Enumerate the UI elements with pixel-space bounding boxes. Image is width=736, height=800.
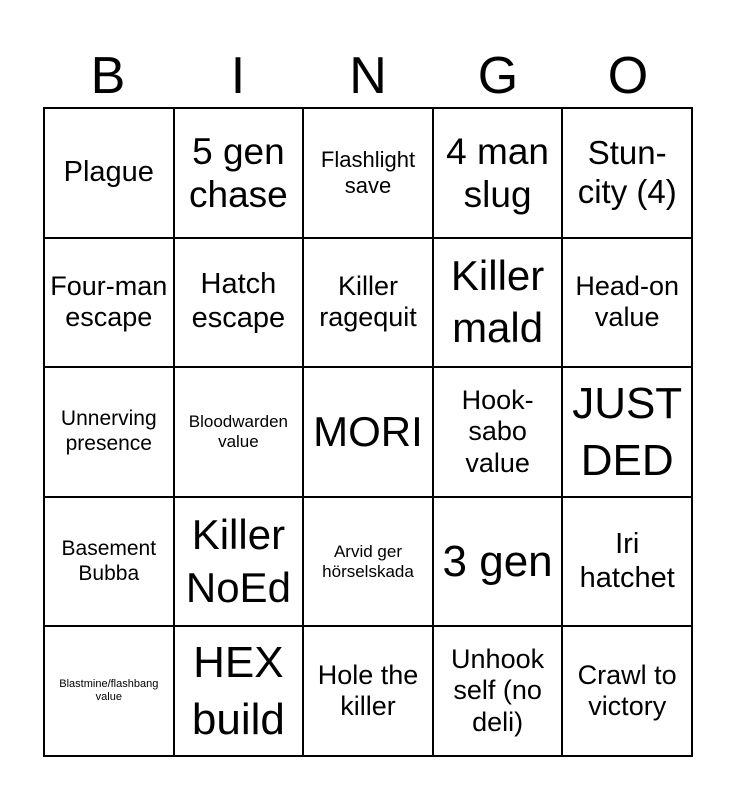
header-letter-g: G — [477, 47, 519, 105]
bingo-cell-r5c5[interactable]: Crawl to victory — [562, 626, 692, 756]
bingo-cell-r5c3[interactable]: Hole the killer — [303, 626, 433, 756]
bingo-header — [43, 44, 693, 108]
bingo-cell-r4c3[interactable]: Arvid ger hörselskada — [303, 497, 433, 627]
header-letter-b: B — [90, 47, 126, 105]
bingo-cell-r3c4[interactable]: Hook-sabo value — [433, 367, 563, 497]
bingo-cell-r1c4[interactable]: 4 man slug — [433, 108, 563, 238]
bingo-cell-r3c5[interactable]: JUST DED — [562, 367, 692, 497]
bingo-cell-r2c3[interactable]: Killer ragequit — [303, 238, 433, 368]
bingo-cell-r4c4[interactable]: 3 gen — [433, 497, 563, 627]
bingo-cell-r5c4[interactable]: Unhook self (no deli) — [433, 626, 563, 756]
header-letter-o: O — [607, 47, 649, 105]
bingo-cell-r1c2[interactable]: 5 gen chase — [174, 108, 304, 238]
bingo-cell-r5c1[interactable]: Blastmine/flashbang value — [44, 626, 174, 756]
bingo-cell-r2c4[interactable]: Killer mald — [433, 238, 563, 368]
bingo-cell-r1c3[interactable]: Flashlight save — [303, 108, 433, 238]
bingo-cell-r2c2[interactable]: Hatch escape — [174, 238, 304, 368]
bingo-cell-r1c1[interactable]: Plague — [44, 108, 174, 238]
header-letter-n: N — [349, 47, 387, 105]
bingo-cell-r1c5[interactable]: Stun-city (4) — [562, 108, 692, 238]
bingo-cell-r4c5[interactable]: Iri hatchet — [562, 497, 692, 627]
bingo-board — [43, 107, 693, 757]
bingo-cell-r3c3[interactable]: MORI — [303, 367, 433, 497]
bingo-cell-r4c2[interactable]: Killer NoEd — [174, 497, 304, 627]
bingo-cell-r2c1[interactable]: Four-man escape — [44, 238, 174, 368]
bingo-cell-r5c2[interactable]: HEX build — [174, 626, 304, 756]
bingo-cell-r4c1[interactable]: Basement Bubba — [44, 497, 174, 627]
bingo-cell-r3c2[interactable]: Bloodwarden value — [174, 367, 304, 497]
header-letter-i: I — [230, 47, 246, 105]
bingo-cell-r2c5[interactable]: Head-on value — [562, 238, 692, 368]
bingo-cell-r3c1[interactable]: Unnerving presence — [44, 367, 174, 497]
